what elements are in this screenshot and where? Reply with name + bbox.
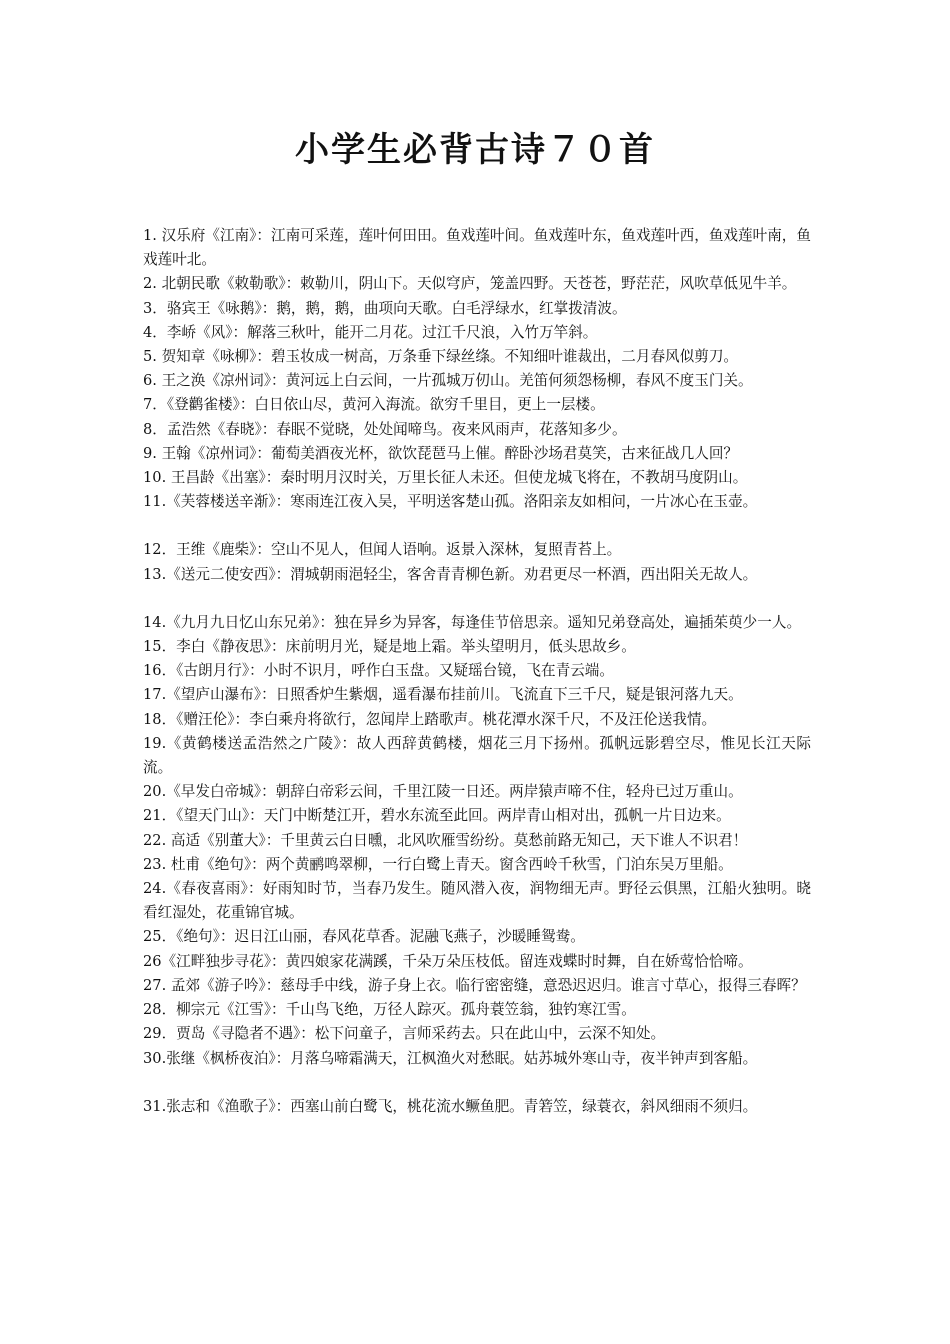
poem-entry: 12．王维《鹿柴》：空山不见人，但闻人语响。返景入深林，复照青苔上。: [143, 541, 622, 559]
poem-entry: 17.《望庐山瀑布》：日照香炉生紫烟，遥看瀑布挂前川。飞流直下三千尺，疑是银河落九天。: [143, 686, 743, 704]
poem-entry: 19.《黄鹤楼送孟浩然之广陵》：故人西辞黄鹤楼，烟花三月下扬州。孤帆远影碧空尽，惟见长江天际流。: [143, 734, 811, 777]
poem-entry: 18．《赠汪伦》：李白乘舟将欲行，忽闻岸上踏歌声。桃花潭水深千尺，不及汪伦送我情。: [143, 710, 717, 728]
poem-entry: 1. 汉乐府《江南》：江南可采莲，莲叶何田田。鱼戏莲叶间。鱼戏莲叶东，鱼戏莲叶西，鱼戏莲叶南，鱼戏莲叶北。: [143, 227, 811, 269]
poem-entry: 11.《芙蓉楼送辛渐》：寒雨连江夜入吴，平明送客楚山孤。洛阳亲友如相问，一片冰心在玉壶。: [143, 493, 758, 511]
poem-entry: 4．李峤《风》：解落三秋叶，能开二月花。过江千尺浪，入竹万竿斜。: [143, 323, 598, 341]
poem-entry: 5. 贺知章《咏柳》：碧玉妆成一树高，万条垂下绿丝绦。不知细叶谁裁出，二月春风似剪刀。: [143, 348, 739, 366]
poem-entry: 29．贾岛《寻隐者不遇》：松下问童子，言师采药去。只在此山中，云深不知处。: [143, 1025, 666, 1043]
blank-line: [143, 514, 811, 538]
poem-entry: 23. 杜甫《绝句》：两个黄鹂鸣翠柳，一行白鹭上青天。窗含西岭千秋雪，门泊东吴万里船。: [143, 855, 733, 873]
poem-entry: 10. 王昌龄《出塞》：秦时明月汉时关，万里长征人未还。但使龙城飞将在，不教胡马度阴山。: [143, 469, 748, 487]
poem-entry: 8．孟浩然《春晓》：春眠不觉晓，处处闻啼鸟。夜来风雨声，花落知多少。: [143, 420, 627, 438]
blank-line: [143, 587, 811, 611]
poem-entry: 6. 王之涣《凉州词》：黄河远上白云间，一片孤城万仞山。羌笛何须怨杨柳，春风不度玉门关。: [143, 372, 753, 390]
poem-entry: 25．《绝句》：迟日江山丽，春风花草香。泥融飞燕子，沙暖睡鸳鸯。: [143, 928, 585, 946]
blank-line: [143, 1071, 811, 1095]
poem-entry: 24.《春夜喜雨》：好雨知时节，当春乃发生。随风潜入夜，润物细无声。野径云俱黑，江船火独明。晓看红湿处，花重锦官城。: [143, 880, 811, 922]
poem-entry: 31.张志和《渔歌子》：西塞山前白鹭飞，桃花流水鳜鱼肥。青箬笠，绿蓑衣，斜风细雨不须归。: [143, 1097, 758, 1115]
page-title: 小学生必背古诗７０首: [295, 130, 655, 170]
poem-entry: 21．《望天门山》：天门中断楚江开，碧水东流至此回。两岸青山相对出，孤帆一片日边来。: [143, 807, 731, 825]
poem-entry: 2. 北朝民歌《敕勒歌》：敕勒川，阴山下。天似穹庐，笼盖四野。天苍苍，野茫茫，风吹草低见牛羊。: [143, 275, 797, 293]
poem-entry: 30.张继《枫桥夜泊》：月落乌啼霜满天，江枫渔火对愁眠。姑苏城外寒山寺，夜半钟声到客船。: [143, 1049, 758, 1067]
poem-entry: 26《江畔独步寻花》：黄四娘家花满蹊，千朵万朵压枝低。留连戏蝶时时舞，自在娇莺恰恰啼。: [143, 952, 753, 970]
poem-entry: 22. 高适《别董大》：千里黄云白日曛，北风吹雁雪纷纷。莫愁前路无知己，天下谁人不识君！: [143, 831, 748, 849]
poem-entry: 28．柳宗元《江雪》：千山鸟飞绝，万径人踪灭。孤舟蓑笠翁，独钓寒江雪。: [143, 1001, 636, 1019]
poem-entry: 3．骆宾王《咏鹅》：鹅，鹅，鹅，曲项向天歌。白毛浮绿水，红掌拨清波。: [143, 299, 627, 317]
poem-entry: 27. 孟郊《游子吟》：慈母手中线，游子身上衣。临行密密缝，意恐迟迟归。谁言寸草心，报得三春晖？: [143, 976, 806, 994]
poem-entry: 9. 王翰《凉州词》：葡萄美酒夜光杯，欲饮琵琶马上催。醉卧沙场君莫笑，古来征战几人回？: [143, 444, 739, 462]
poem-list: [143, 224, 811, 1119]
poem-entry: 7．《登鹳雀楼》：白日依山尽，黄河入海流。欲穷千里目，更上一层楼。: [143, 396, 605, 414]
poem-entry: 20.《早发白帝城》：朝辞白帝彩云间，千里江陵一日还。两岸猿声啼不住，轻舟已过万重山。: [143, 783, 743, 801]
poem-entry: 13.《送元二使安西》：渭城朝雨浥轻尘，客舍青青柳色新。劝君更尽一杯酒，西出阳关无故人。: [143, 565, 758, 583]
poem-entry: 14.《九月九日忆山东兄弟》：独在异乡为异客，每逢佳节倍思亲。遥知兄弟登高处，遍插茱萸少一人。: [143, 613, 802, 631]
poem-entry: 16．《古朗月行》：小时不识月，呼作白玉盘。又疑瑶台镜，飞在青云端。: [143, 662, 614, 680]
poem-entry: 15．李白《静夜思》：床前明月光，疑是地上霜。举头望明月，低头思故乡。: [143, 638, 636, 656]
